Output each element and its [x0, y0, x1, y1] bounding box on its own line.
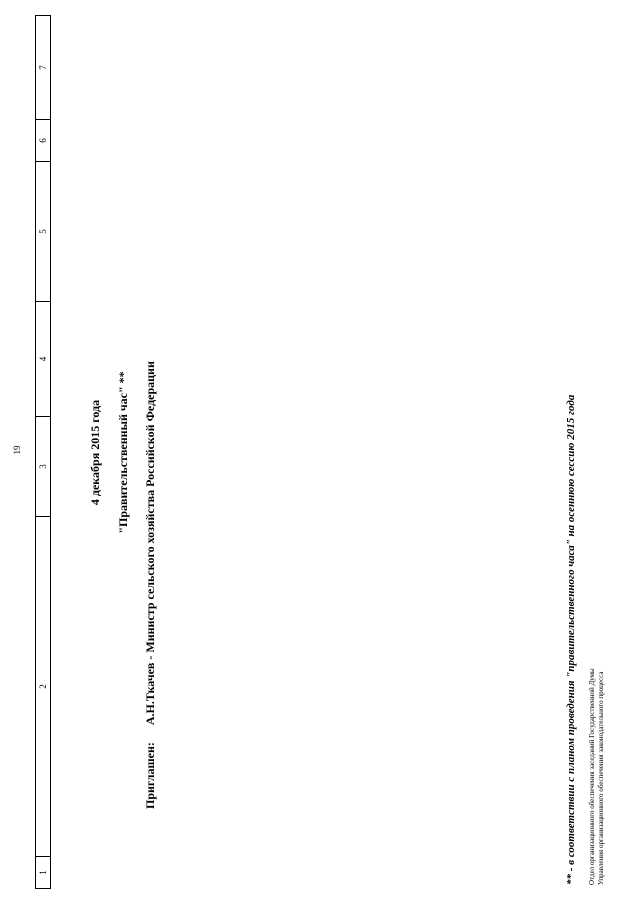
- event-title: "Правительственный час" **: [116, 371, 130, 534]
- column-number: 7: [36, 16, 51, 120]
- column-number-header: [35, 15, 51, 889]
- header-row: [36, 16, 51, 889]
- column-number: 2: [36, 517, 51, 857]
- org-line-1: Отдел организационного обеспечения заседаний Государственной Думы: [588, 668, 596, 885]
- invited-line: [143, 361, 158, 809]
- footnote: ** - в соответствии с планом проведения "правительственного часа" на осеннюю сессию 2015 года: [565, 394, 577, 885]
- column-number: 6: [36, 120, 51, 162]
- session-date: 4 декабря 2015 года: [88, 399, 102, 506]
- column-number: 5: [36, 162, 51, 302]
- column-number: 1: [36, 857, 51, 889]
- column-number: 4: [36, 302, 51, 417]
- page-number: 19: [12, 445, 22, 455]
- invited-person: А.Н.Ткачев - Министр сельского хозяйства Российской Федерации: [143, 361, 157, 726]
- column-number: 3: [36, 417, 51, 517]
- invited-label: Приглашен:: [143, 742, 157, 809]
- org-line-2: Управления организационного обеспечения законодательного процесса: [597, 671, 605, 885]
